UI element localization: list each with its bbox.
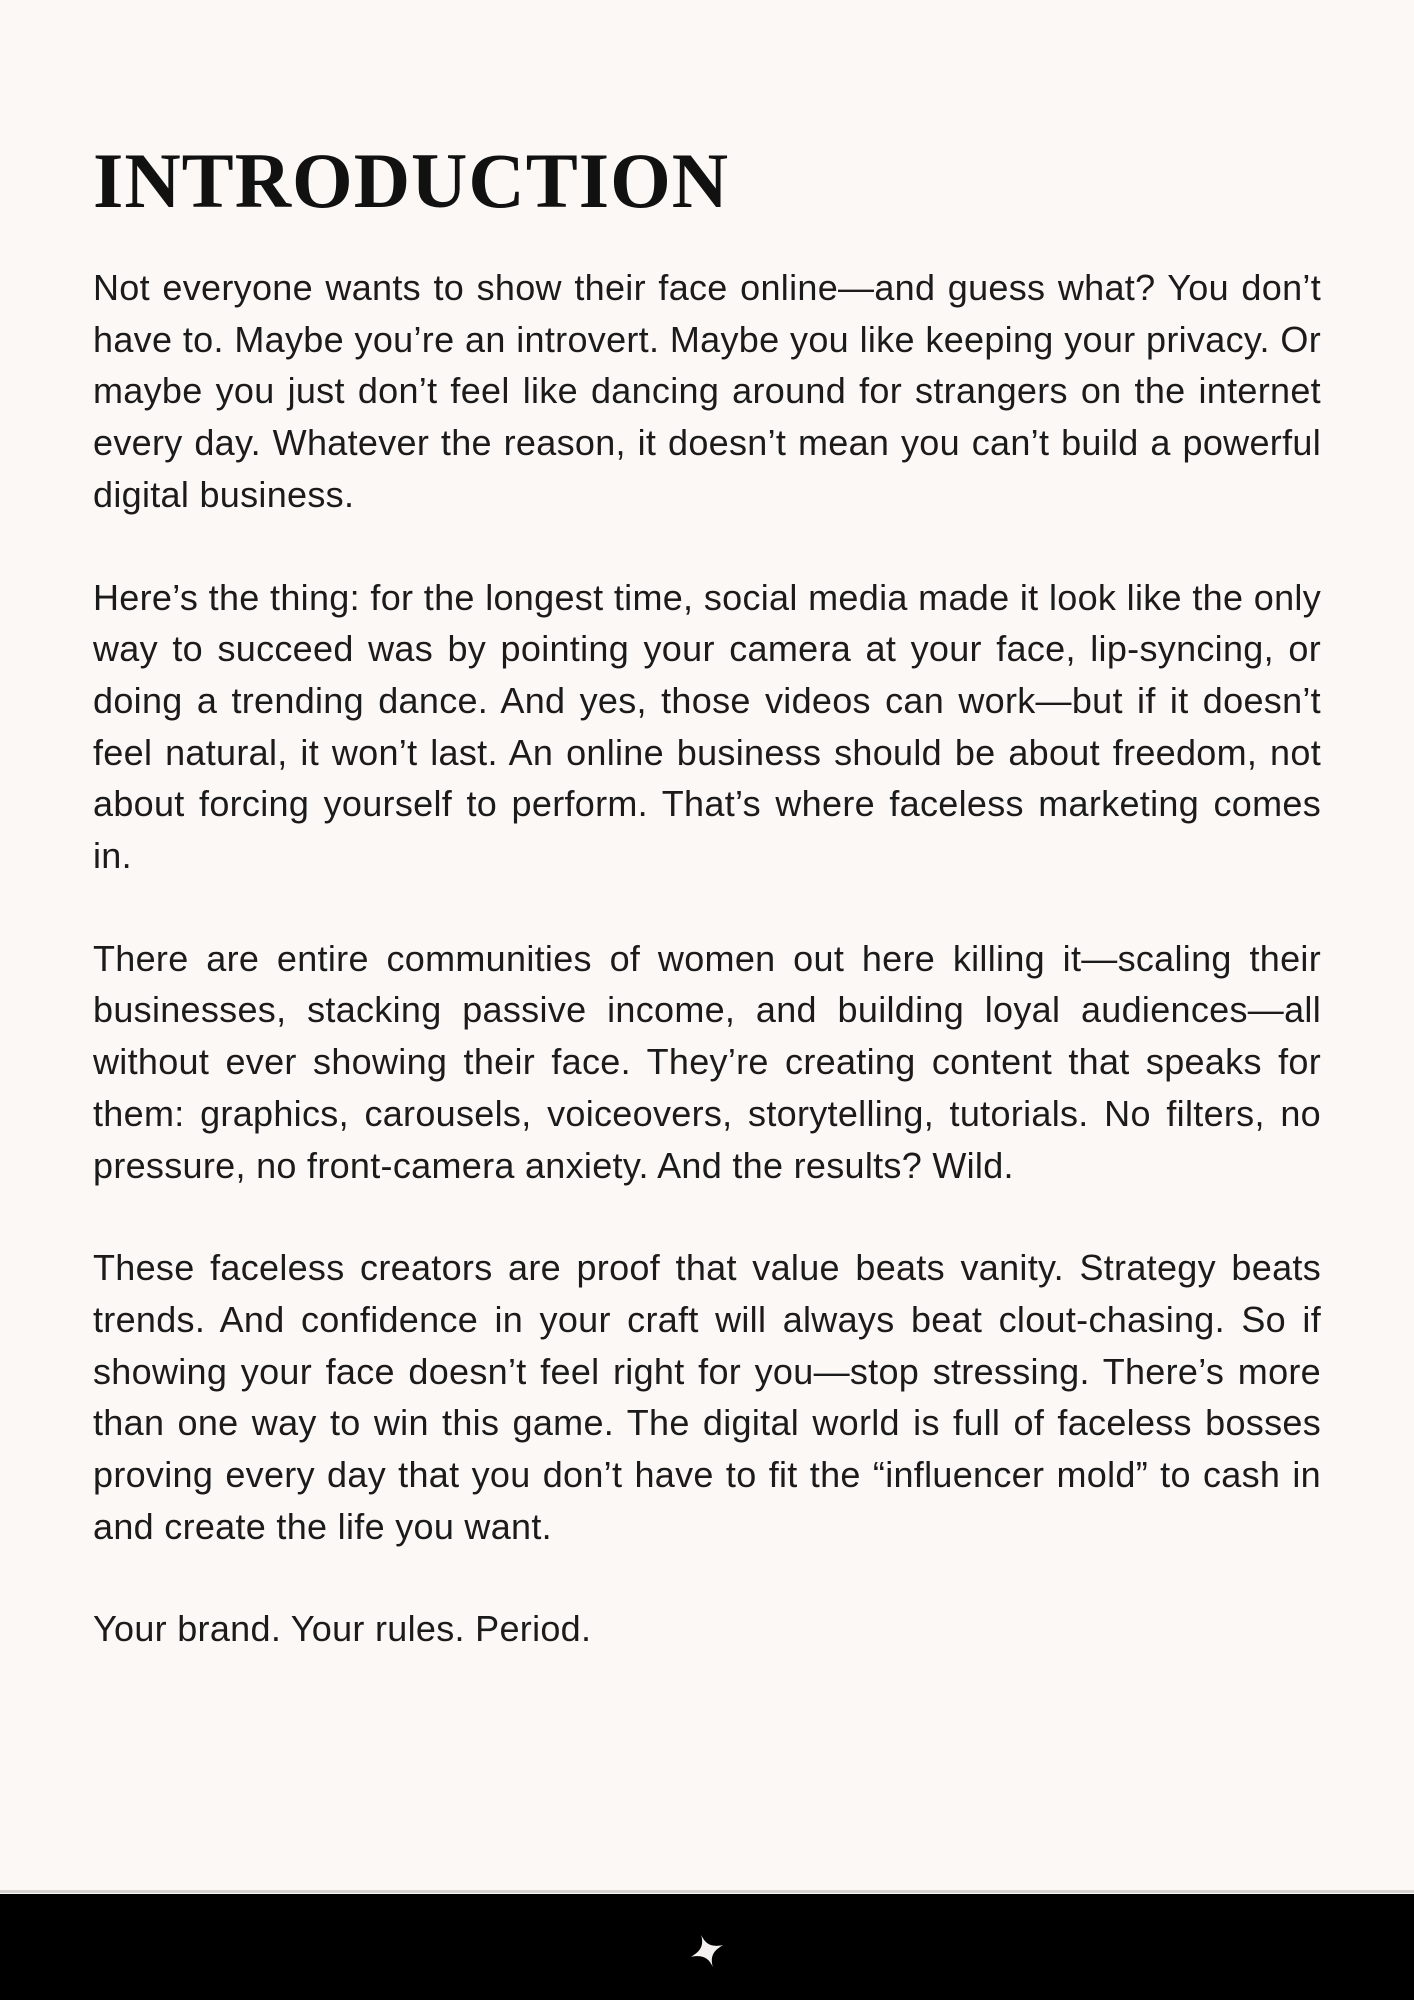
closing-line: Your brand. Your rules. Period.	[93, 1608, 592, 1650]
sparkle-star-icon	[688, 1932, 726, 1970]
page-title: INTRODUCTION	[93, 137, 730, 224]
body-paragraph: These faceless creators are proof that value beats vanity. Strategy beats trends. And confidence in your craft will always beat clout-chasing. So if showing your face doesn’t feel right for you—stop stressing. There’s more than one way to win this game. The digital world is full of faceless bosses proving every day that you don’t have to fit the “influencer mold” to cash in and create the life you want.	[93, 1247, 1321, 1547]
page-content	[93, 137, 1321, 1655]
body-paragraph: There are entire communities of women out here killing it—scaling their businesses, stacking passive income, and building loyal audiences—all without ever showing their face. They’re creating content that speaks for them: graphics, carousels, voiceovers, storytelling, tutorials. No filters, no pressure, no front-camera anxiety. And the results? Wild.	[93, 937, 1321, 1186]
body-paragraph: Here’s the thing: for the longest time, social media made it look like the only way to succeed was by pointing your camera at your face, lip-syncing, or doing a trending dance. And yes, those videos can work—but if it doesn’t feel natural, it won’t last. An online business should be about freedom, not about forcing yourself to perform. That’s where faceless marketing comes in.	[93, 576, 1321, 877]
body-paragraph: Not everyone wants to show their face online—and guess what? You don’t have to. Maybe you’re an introvert. Maybe you like keeping your privacy. Or maybe you just don’t feel like dancing around for strangers on the internet every day. Whatever the reason, it doesn’t mean you can’t build a powerful digital business.	[93, 267, 1321, 515]
footer-divider	[0, 1890, 1414, 1893]
